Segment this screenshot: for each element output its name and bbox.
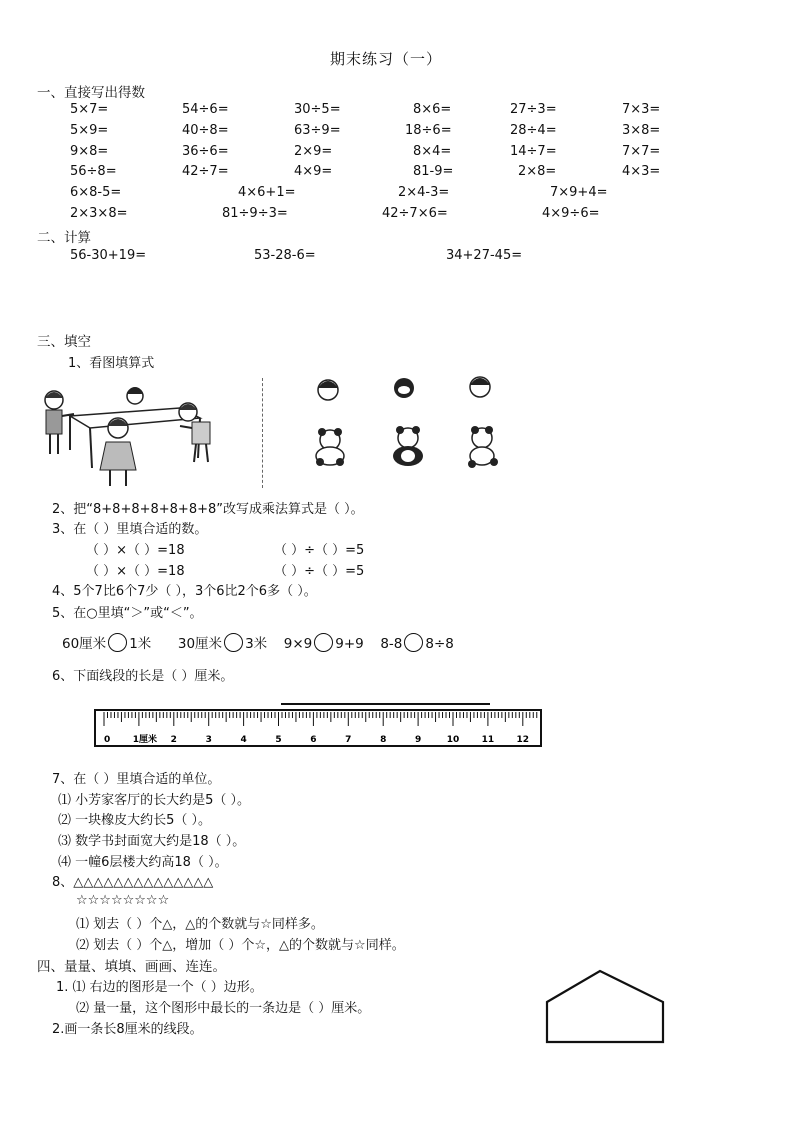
problem: 42÷7×6= <box>382 206 448 221</box>
s4-item: ⑵ 量一量，这个图形中最长的一条边是（ ）厘米。 <box>76 1001 371 1016</box>
compare-circle[interactable] <box>224 633 243 652</box>
problem: 5×7= <box>70 102 109 117</box>
section4-heading: 四、量量、填填、画画、连连。 <box>37 959 226 975</box>
problem: 2×9= <box>294 144 333 159</box>
compare-left: 8-8 <box>380 636 403 652</box>
problem: 9×8= <box>70 144 109 159</box>
compare-right: 3米 <box>245 636 268 652</box>
problem: 3×8= <box>622 123 661 138</box>
problem: 54÷6= <box>182 102 229 117</box>
q6-text: 6、下面线段的长是（ ）厘米。 <box>52 669 234 684</box>
q4-text: 4、5个7比6个7少（ ），3个6比2个6多（ ）。 <box>52 584 317 599</box>
ruler-label: 10 <box>446 735 460 745</box>
children-table-illustration <box>40 378 222 490</box>
compare-right: 8÷8 <box>425 636 454 652</box>
ruler-label: 0 <box>104 735 111 745</box>
compare-circle[interactable] <box>314 633 333 652</box>
problem: 81÷9÷3= <box>222 206 288 221</box>
q5-compare-row <box>62 632 454 652</box>
q3-line: （ ）×（ ）=18 <box>86 543 185 558</box>
q8-item: ⑵ 划去（ ）个△，增加（ ）个☆，△的个数就与☆同样。 <box>76 938 405 953</box>
ruler-label: 12 <box>516 735 530 745</box>
calc-problem: 56-30+19= <box>70 248 147 263</box>
q7-item: ⑵ 一块橡皮大约长5（ ）。 <box>58 813 212 828</box>
illustration-divider <box>262 378 263 488</box>
q3-line: （ ）÷（ ）=5 <box>274 543 365 558</box>
ruler-label: 11 <box>481 735 495 745</box>
section1-heading: 一、直接写出得数 <box>37 85 145 101</box>
problem: 42÷7= <box>182 164 229 179</box>
q7-item: ⑴ 小芳家客厅的长大约是5（ ）。 <box>58 793 251 808</box>
pentagon-figure <box>538 962 674 1048</box>
calc-problem: 53-28-6= <box>254 248 316 263</box>
problem: 7×3= <box>622 102 661 117</box>
ruler-label: 7 <box>345 735 352 745</box>
compare-right: 9+9 <box>335 636 364 652</box>
problem: 81-9= <box>413 164 454 179</box>
problem: 4×3= <box>622 164 661 179</box>
problem: 6×8-5= <box>70 185 122 200</box>
problem: 27÷3= <box>510 102 557 117</box>
q8-stars: ☆☆☆☆☆☆☆☆ <box>76 893 170 908</box>
calc-problem: 34+27-45= <box>446 248 523 263</box>
problem: 2×4-3= <box>398 185 450 200</box>
problem: 2×8= <box>518 164 557 179</box>
problem: 56÷8= <box>70 164 117 179</box>
q3-line: （ ）×（ ）=18 <box>86 564 185 579</box>
q8-item: ⑴ 划去（ ）个△，△的个数就与☆同样多。 <box>76 917 324 932</box>
q1-label: 1、看图填算式 <box>68 356 155 371</box>
q8-triangles: 8、△△△△△△△△△△△△△△ <box>52 875 214 890</box>
problem: 8×6= <box>413 102 452 117</box>
q3-text: 3、在（ ）里填合适的数。 <box>52 522 208 537</box>
compare-left: 60厘米 <box>62 636 107 652</box>
problem: 63÷9= <box>294 123 341 138</box>
compare-left: 30厘米 <box>177 636 223 652</box>
ruler-label: 5 <box>275 735 282 745</box>
problem: 30÷5= <box>294 102 341 117</box>
q5-text: 5、在○里填“＞”或“＜”。 <box>52 606 203 621</box>
problem: 36÷6= <box>182 144 229 159</box>
ruler-label: 8 <box>380 735 387 745</box>
compare-circle[interactable] <box>404 633 423 652</box>
ruler-label: 9 <box>414 735 422 745</box>
problem: 7×7= <box>622 144 661 159</box>
compare-circle[interactable] <box>108 633 127 652</box>
problem: 4×6+1= <box>238 185 296 200</box>
problem: 40÷8= <box>182 123 229 138</box>
ruler-label: 1厘米 <box>132 735 158 745</box>
problem: 5×9= <box>70 123 109 138</box>
ruler-label: 3 <box>205 735 212 745</box>
q2-text: 2、把“8+8+8+8+8+8+8”改写成乘法算式是（ ）。 <box>52 502 364 517</box>
ruler <box>94 700 542 750</box>
compare-left: 9×9 <box>283 636 313 652</box>
s4-item: 1. ⑴ 右边的图形是一个（ ）边形。 <box>56 980 263 995</box>
problem: 7×9+4= <box>550 185 608 200</box>
problem: 28÷4= <box>510 123 557 138</box>
q7-text: 7、在（ ）里填合适的单位。 <box>52 772 221 787</box>
problem: 4×9= <box>294 164 333 179</box>
q7-item: ⑷ 一幢6层楼大约高18（ ）。 <box>58 855 228 870</box>
compare-right: 1米 <box>129 636 152 652</box>
problem: 4×9÷6= <box>542 206 600 221</box>
ruler-label: 6 <box>310 735 317 745</box>
q7-item: ⑶ 数学书封面宽大约是18（ ）。 <box>58 834 246 849</box>
s4-item: 2.画一条长8厘米的线段。 <box>52 1022 203 1037</box>
heads-pandas-illustration <box>300 372 520 477</box>
ruler-label: 4 <box>240 735 247 745</box>
ruler-label: 2 <box>170 735 177 745</box>
problem: 2×3×8= <box>70 206 128 221</box>
problem: 14÷7= <box>510 144 557 159</box>
section3-heading: 三、填空 <box>37 334 91 350</box>
problem: 8×4= <box>413 144 452 159</box>
section2-heading: 二、计算 <box>37 230 91 246</box>
page-title: 期末练习（一） <box>330 50 443 68</box>
q3-line: （ ）÷（ ）=5 <box>274 564 365 579</box>
problem: 18÷6= <box>405 123 452 138</box>
